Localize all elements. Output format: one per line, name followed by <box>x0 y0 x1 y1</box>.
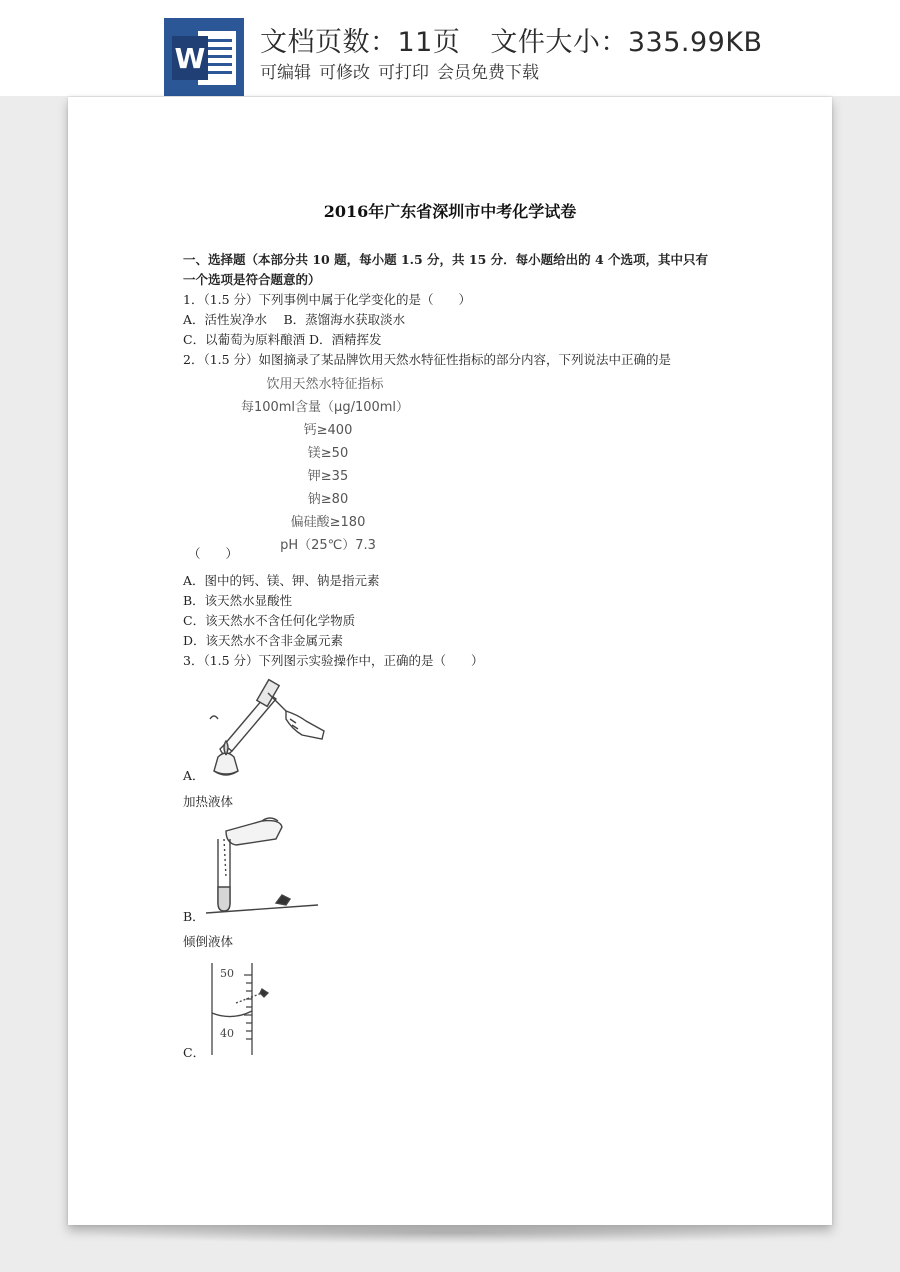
word-document-icon <box>164 18 244 96</box>
pouring-liquid-illustration <box>206 817 326 917</box>
q3-option-b-caption: 倾倒液体 <box>183 934 234 949</box>
page-shadow <box>78 1222 824 1244</box>
feature-modifiable: 可修改 <box>319 63 370 83</box>
page-count: 文档页数：11页 <box>260 27 461 58</box>
feature-member-download: 会员免费下载 <box>437 63 539 83</box>
document-page <box>68 97 832 1225</box>
section-heading-line2: 一个选项是符合题意的） <box>183 272 321 287</box>
label-sodium: 钠≥80 <box>307 492 349 507</box>
label-calcium: 钙≥400 <box>303 423 353 438</box>
q3-stem: 3．（1.5 分）下列图示实验操作中，正确的是（ ） <box>183 653 484 668</box>
q2-option-d: D．该天然水不含非金属元素 <box>183 633 344 648</box>
q2-option-b: B．该天然水显酸性 <box>183 593 293 608</box>
label-magnesium: 镁≥50 <box>307 446 349 461</box>
heating-liquid-illustration <box>206 675 330 779</box>
section-heading-line1: 一、选择题（本部分共 10 题，每小题 1.5 分，共 15 分．每小题给出的 4 个选项，其中只有 <box>183 252 709 267</box>
q3-option-b-letter: B． <box>183 909 205 924</box>
feature-list <box>260 58 547 83</box>
graduated-cylinder-illustration <box>206 959 286 1059</box>
q2-option-c: C．该天然水不含任何化学物质 <box>183 613 356 628</box>
q2-answer-blank: （ ） <box>188 546 239 561</box>
label-metasilicic-acid: 偏硅酸≥180 <box>290 515 366 530</box>
feature-printable: 可打印 <box>378 63 429 83</box>
file-size: 文件大小：335.99KB <box>490 27 763 58</box>
cylinder-mark-40: 40 <box>220 1027 234 1040</box>
q3-option-a-caption: 加热液体 <box>183 794 234 809</box>
document-title: 2016年广东省深圳市中考化学试卷 <box>323 202 577 221</box>
label-unit: 每100ml含量（μg/100ml） <box>240 400 410 415</box>
q1-options-row1: A．活性炭净水 B．蒸馏海水获取淡水 <box>183 312 406 327</box>
q2-stem: 2．（1.5 分）如图摘录了某品牌饮用天然水特征性指标的部分内容，下列说法中正确的是 <box>183 352 672 367</box>
q2-option-a: A．图中的钙、镁、钾、钠是指元素 <box>183 573 380 588</box>
label-ph: pH（25℃）7.3 <box>280 538 376 553</box>
document-info-banner <box>0 0 900 96</box>
svg-text:W: W <box>174 42 206 75</box>
label-potassium: 钾≥35 <box>307 469 349 484</box>
q3-option-c-letter: C． <box>183 1045 206 1060</box>
label-title: 饮用天然水特征指标 <box>266 377 384 392</box>
cylinder-mark-50: 50 <box>220 967 234 980</box>
q3-option-a-letter: A． <box>183 768 205 783</box>
feature-editable: 可编辑 <box>260 63 311 83</box>
water-label-figure <box>228 372 428 560</box>
q1-stem: 1．（1.5 分）下列事例中属于化学变化的是（ ） <box>183 292 472 307</box>
document-stats <box>260 20 763 59</box>
q1-options-row2: C．以葡萄为原料酿酒 D．酒精挥发 <box>183 332 382 347</box>
